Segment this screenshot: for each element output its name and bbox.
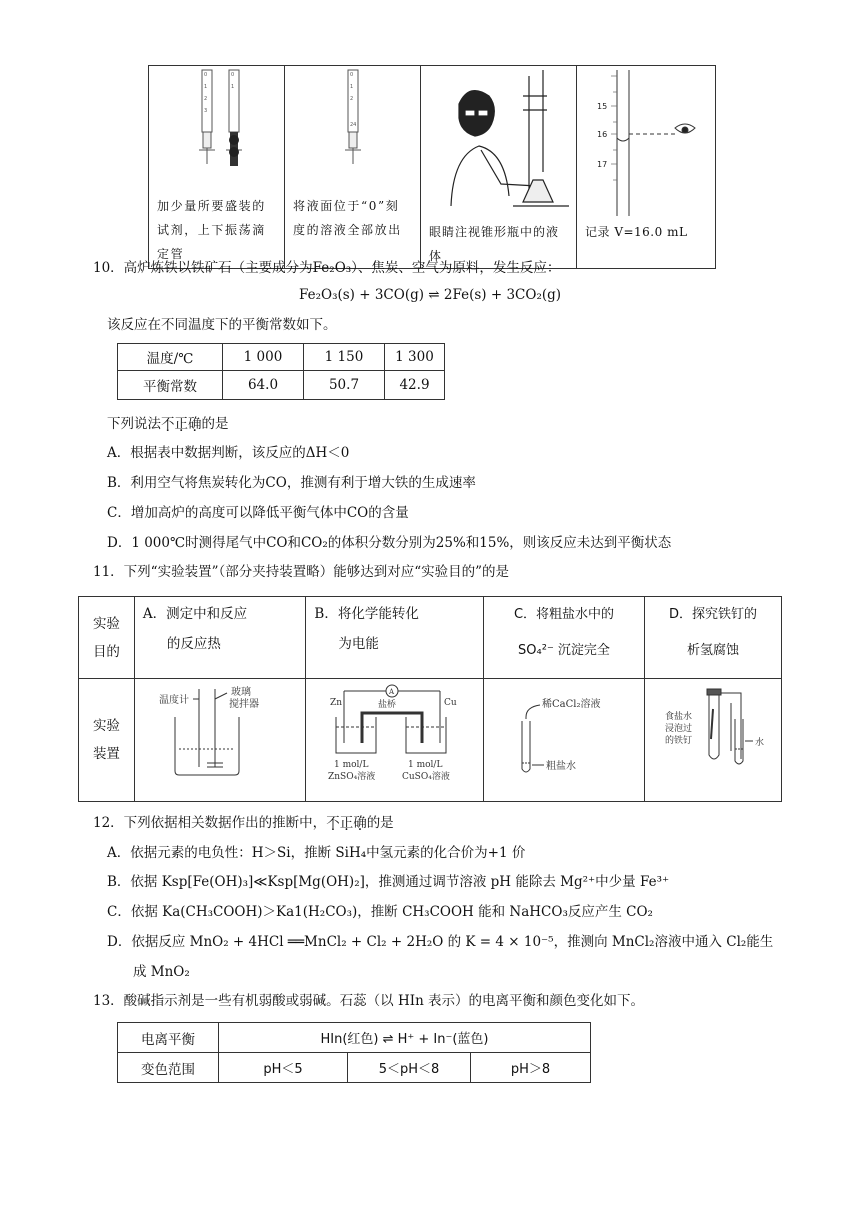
burette-mark: 1 [204, 84, 208, 90]
device-label: 的铁钉 [665, 736, 693, 746]
q11-experiment-table [78, 596, 782, 802]
device-label: 1 mol/L [408, 760, 443, 770]
precipitation-tube-image [484, 679, 644, 797]
figure-cell-record [577, 66, 716, 269]
device-label: CuSO₄溶液 [402, 772, 451, 782]
q10-option-d: D．1 000℃时测得尾气中CO和CO₂的体积分数分别为25%和15%，则该反应未达到平衡状态 [107, 535, 672, 551]
table-cell: 5＜pH＜8 [348, 1053, 471, 1083]
q10-option-b: B．利用空气将焦炭转化为CO，推测有利于增大铁的生成速率 [107, 475, 476, 491]
table-header: 变色范围 [118, 1053, 219, 1083]
figure-cell-rinse [149, 66, 285, 269]
q10-option-c: C．增加高炉的高度可以降低平衡气体中CO的含量 [107, 505, 409, 521]
device-label: 温度计 [158, 695, 189, 706]
figure-caption: 记录 V=16.0 mL [585, 225, 688, 239]
device-label: 食盐水 [665, 712, 693, 722]
q12-option-b: B．依据 Ksp[Fe(OH)₃]≪Ksp[Mg(OH)₂]，推测通过调节溶液 pH 能除去 Mg²⁺中少量 Fe³⁺ [107, 874, 670, 890]
row-label: 装置 [92, 746, 120, 762]
q10-equation: Fe₂O₃(s) + 3CO(g) ⇌ 2Fe(s) + 3CO₂(g) [298, 287, 562, 303]
purpose-text: 的反应热 [166, 636, 221, 652]
purpose-text: A．测定中和反应 [142, 606, 248, 622]
figure-caption: 将液面位于“0”刻度的溶液全部放出 [293, 199, 402, 237]
q10-equilibrium-table [117, 343, 445, 400]
device-label: 水 [755, 738, 765, 748]
burette-mark: 2 [204, 96, 208, 102]
purpose-text: D．探究铁钉的 [668, 607, 757, 622]
row-label: 实验 [92, 718, 120, 734]
purpose-text: 为电能 [338, 636, 379, 652]
burette-mark: 3 [204, 108, 208, 114]
q10-stem: 10．高炉炼铁以铁矿石（主要成分为Fe₂O₃）、焦炭、空气为原料，发生反应： [93, 260, 561, 276]
table-cell: 42.9 [385, 371, 445, 400]
table-cell: 50.7 [304, 371, 385, 400]
burette-mark: 0 [350, 72, 354, 78]
figure-caption: 眼睛注视锥形瓶中的液体 [429, 225, 560, 263]
purpose-text: C．将粗盐水中的 [513, 607, 615, 622]
scale-label: 17 [597, 160, 608, 169]
device-label: 1 mol/L [334, 760, 369, 770]
purpose-c-cell [483, 597, 644, 679]
burette-mark: 1 [350, 84, 354, 90]
emphasis-char: 确 [188, 416, 202, 432]
burette-mark: 24 [350, 122, 357, 128]
purpose-a-cell [134, 597, 306, 679]
ask-text: 的是 [201, 416, 229, 432]
burette-mark: 1 [231, 84, 235, 90]
q12-option-a: A．依据元素的电负性：H＞Si，推断 SiH₄中氢元素的化合价为+1 价 [107, 845, 526, 861]
emphasis-char: 正 [339, 815, 354, 831]
scale-label: 15 [597, 102, 608, 111]
device-label: 玻璃 [230, 687, 251, 698]
table-cell: 64.0 [223, 371, 304, 400]
purpose-text: B．将化学能转化 [314, 606, 419, 622]
burette-mark: 2 [350, 96, 354, 102]
emphasis-char: 确 [353, 815, 367, 831]
emphasis-char: 正 [174, 416, 188, 432]
burette-pair-image [149, 66, 284, 190]
device-label: A [389, 688, 395, 696]
student-titrating-image [421, 66, 576, 216]
device-label: 搅拌器 [228, 699, 259, 710]
burette-mark: 0 [204, 72, 208, 78]
emphasis-char: 不 [161, 416, 175, 432]
table-cell: HIn(红色) ⇌ H⁺ + In⁻(蓝色) [219, 1023, 591, 1053]
q12-stem [93, 813, 394, 833]
table-cell: 1 300 [385, 344, 445, 371]
ask-text: 下列说法 [107, 416, 161, 432]
q12-option-d: D．依据反应 MnO₂ + 4HCl ══MnCl₂ + Cl₂ + 2H₂O 的 K = 4 × 10⁻⁵，推测向 MnCl₂溶液中通入 Cl₂能生 [107, 934, 774, 950]
row-label: 目的 [92, 643, 120, 660]
q11-stem: 11．下列“实验装置”（部分夹持装置略）能够达到对应“实验目的”的是 [93, 564, 510, 580]
q10-option-a: A．根据表中数据判断，该反应的ΔH＜0 [107, 445, 350, 461]
device-d-cell [645, 679, 782, 802]
q13-indicator-table [117, 1022, 591, 1083]
device-b-cell [306, 679, 484, 802]
q12-option-d-cont: 成 MnO₂ [133, 964, 190, 980]
table-header: 平衡常数 [118, 371, 223, 400]
titration-figure-table [148, 65, 716, 269]
figure-cell-drain [285, 66, 421, 269]
device-label: 粗盐水 [545, 761, 576, 772]
device-label: ZnSO₄溶液 [328, 772, 376, 782]
purpose-b-cell [306, 597, 484, 679]
device-label: 盐桥 [378, 700, 397, 710]
calorimeter-image [135, 679, 299, 797]
table-cell: 1 150 [304, 344, 385, 371]
corrosion-apparatus-image [645, 679, 781, 797]
burette-image [285, 66, 420, 190]
q10-ask [107, 414, 229, 434]
device-a-cell [134, 679, 306, 802]
stem-text: 12．下列依据相关数据作出的推断中， [93, 815, 327, 831]
table-cell: pH＜5 [219, 1053, 348, 1083]
scale-label: 16 [597, 130, 608, 139]
device-c-cell [483, 679, 644, 802]
purpose-text: SO₄²⁻ 沉淀完全 [518, 643, 610, 658]
galvanic-cell-image [306, 679, 476, 797]
device-label: 稀CaCl₂溶液 [541, 699, 601, 710]
device-label-cell [79, 679, 135, 802]
q13-stem: 13．酸碱指示剂是一些有机弱酸或弱碱。石蕊（以 HIn 表示）的电离平衡和颜色变化如下。 [93, 993, 645, 1009]
table-header: 温度/℃ [118, 344, 223, 371]
table-header: 电离平衡 [118, 1023, 219, 1053]
purpose-d-cell [645, 597, 782, 679]
purpose-label-cell [79, 597, 135, 679]
figure-caption: 加少量所要盛装的试剂，上下振荡滴定管 [157, 199, 266, 261]
figure-cell-observe [421, 66, 577, 269]
q10-intro: 该反应在不同温度下的平衡常数如下。 [107, 317, 337, 333]
device-label: Cu [444, 698, 458, 708]
stem-text: 的是 [366, 815, 394, 831]
emphasis-char: 不 [326, 815, 340, 831]
device-label: 浸泡过 [665, 724, 693, 734]
row-label: 实验 [92, 615, 120, 632]
table-cell: pH＞8 [471, 1053, 591, 1083]
purpose-text: 析氢腐蚀 [686, 643, 739, 658]
burette-scale-eye-image [577, 66, 715, 216]
table-cell: 1 000 [223, 344, 304, 371]
burette-mark: 0 [231, 72, 235, 78]
device-label: Zn [330, 698, 343, 708]
q12-option-c: C．依据 Ka(CH₃COOH)＞Ka1(H₂CO₃)，推断 CH₃COOH 能和 NaHCO₃反应产生 CO₂ [107, 904, 653, 920]
